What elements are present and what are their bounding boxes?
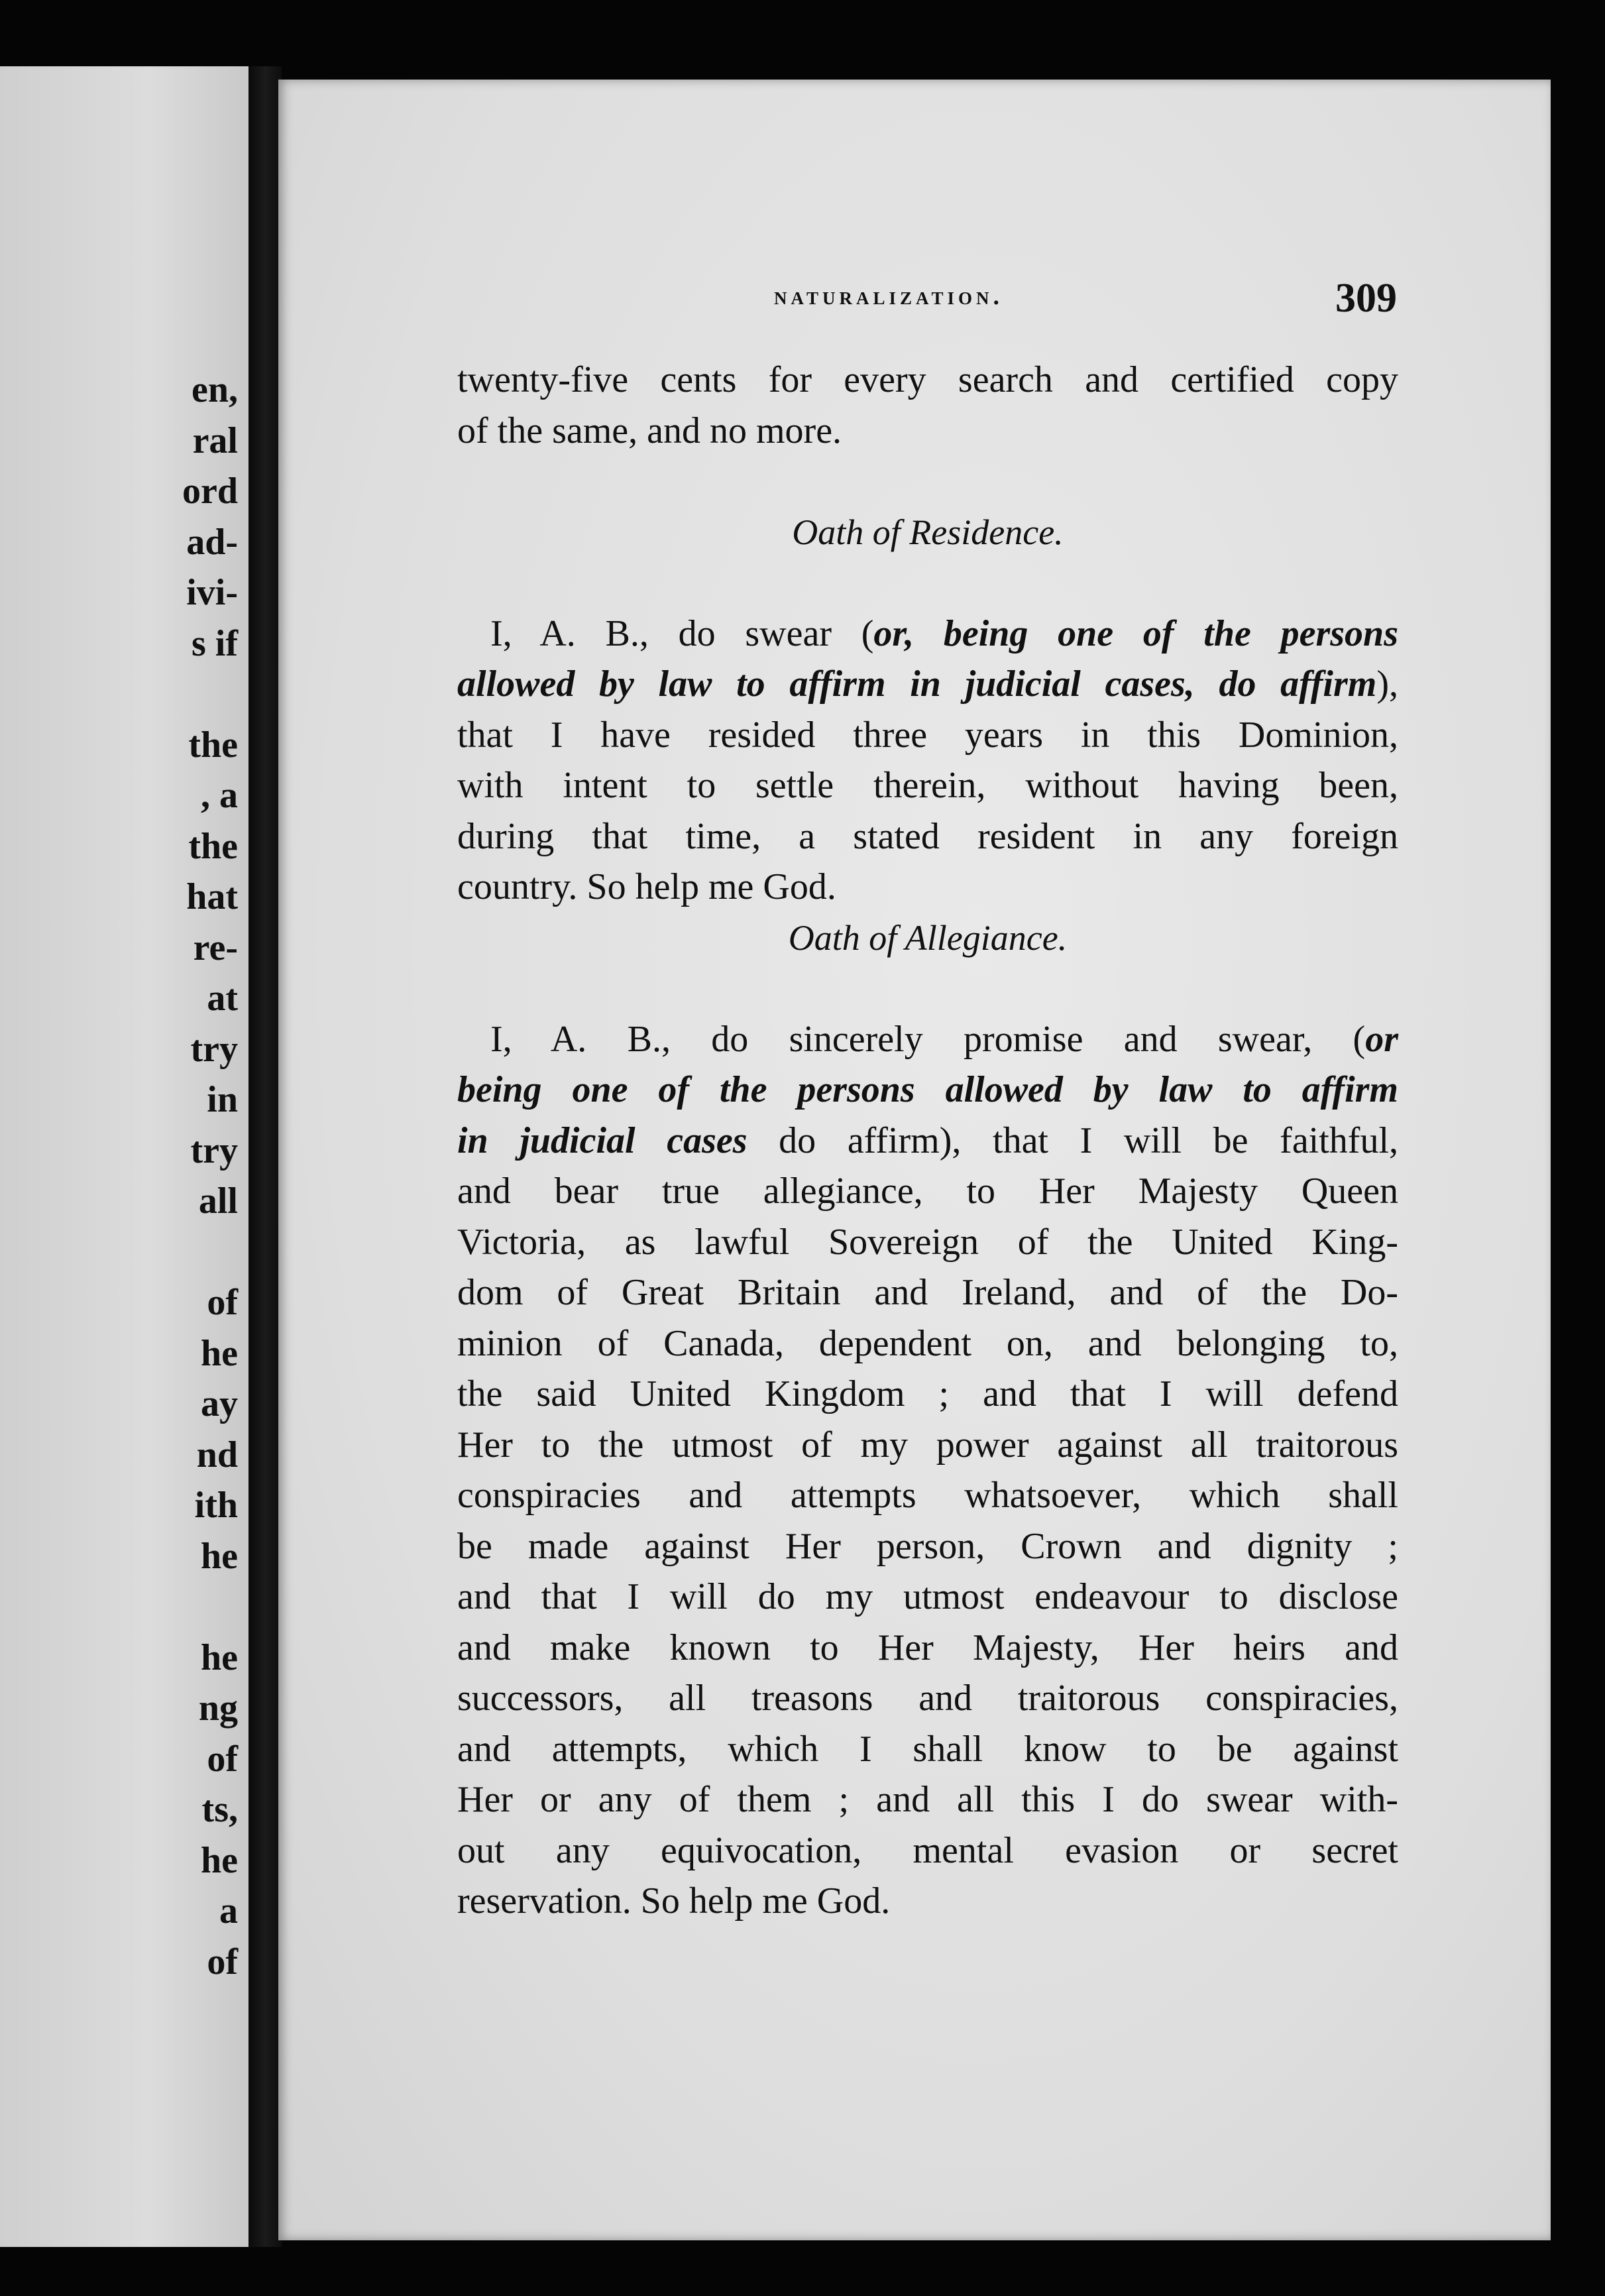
italic-span: or (1365, 1018, 1398, 1060)
text-span: I, A. B., do sincerely promise and swear, ( (490, 1018, 1366, 1060)
line-fragment: he (201, 1332, 238, 1374)
text-line: and attempts, which I shall know to be against (457, 1728, 1398, 1770)
previous-page-fragment (0, 66, 249, 2247)
italic-span: being one of the persons allowed by law to affirm (457, 1069, 1398, 1110)
line-fragment: try (190, 1028, 238, 1070)
text-line: of the same, and no more. (457, 410, 842, 451)
line-fragment: at (207, 978, 238, 1019)
text-line: Her to the utmost of my power against all traitorous (457, 1424, 1398, 1465)
line-fragment: re- (193, 927, 238, 968)
text-line: Her or any of them ; and all this I do swear with- (457, 1779, 1398, 1820)
line-fragment: hat (186, 876, 238, 917)
heading-oath-of-residence: Oath of Residence. (792, 512, 1064, 552)
line-fragment: the (188, 825, 238, 867)
text-line: Victoria, as lawful Sovereign of the United King- (457, 1221, 1398, 1263)
line-fragment: the (188, 724, 238, 766)
line-fragment: try (190, 1129, 238, 1171)
line-fragment: ts, (201, 1789, 238, 1830)
line-fragment: ad- (186, 521, 238, 563)
line-fragment: he (201, 1839, 238, 1881)
text-line: country. So help me God. (457, 866, 836, 907)
line-fragment (182, 1581, 238, 1633)
line-fragment: s if (192, 622, 238, 664)
heading-oath-of-allegiance: Oath of Allegiance. (788, 917, 1068, 958)
line-fragment: all (198, 1180, 238, 1222)
text-line (457, 1014, 1398, 1065)
line-fragment: of (207, 1738, 238, 1780)
line-fragment: he (201, 1535, 238, 1577)
text-span: ), (1376, 663, 1398, 705)
line-fragment: ay (201, 1383, 238, 1424)
page-number: 309 (1335, 276, 1397, 321)
text-line: and make known to Her Majesty, Her heirs and (457, 1627, 1398, 1668)
text-line: minion of Canada, dependent on, and belonging to, (457, 1322, 1398, 1364)
text-line: dom of Great Britain and Ireland, and of the Do- (457, 1272, 1398, 1313)
running-title: naturalization. (774, 282, 1004, 310)
line-fragment: he (201, 1636, 238, 1678)
italic-span: or, being one of the persons (873, 612, 1398, 654)
line-fragment: ith (194, 1485, 238, 1526)
line-fragment: of (207, 1282, 238, 1323)
line-fragment: en, (192, 369, 238, 410)
text-line: conspiracies and attempts whatsoever, which shall (457, 1475, 1398, 1516)
line-fragment (182, 669, 238, 720)
line-fragment: of (207, 1941, 238, 1982)
line-fragment: nd (196, 1434, 238, 1475)
oath-of-allegiance-paragraph (457, 1014, 1398, 1927)
text-line: out any equivocation, mental evasion or secret (457, 1829, 1398, 1871)
intro-paragraph (457, 355, 1398, 456)
line-fragment: ng (198, 1688, 238, 1729)
line-fragment: ral (192, 420, 238, 461)
italic-span: allowed by law to affirm in judicial cases, do affirm (457, 663, 1377, 705)
text-line (457, 659, 1398, 710)
text-line: and bear true allegiance, to Her Majesty Queen (457, 1171, 1398, 1212)
text-line: the said United Kingdom ; and that I will defend (457, 1373, 1398, 1414)
text-line (457, 608, 1398, 660)
text-line: that I have resided three years in this Dominion, (457, 714, 1398, 756)
italic-span: in judicial cases (457, 1119, 747, 1161)
text-line (457, 1116, 1398, 1167)
text-line: and that I will do my utmost endeavour to disclose (457, 1576, 1398, 1617)
text-line: during that time, a stated resident in any foreign (457, 815, 1398, 857)
text-line: twenty-five cents for every search and certified copy (457, 359, 1398, 400)
line-fragment: , a (201, 775, 238, 816)
previous-page-line-endings (182, 365, 238, 1987)
line-fragment: ord (182, 471, 238, 512)
book-gutter (249, 66, 282, 2247)
line-fragment: ivi- (186, 572, 238, 613)
line-fragment: in (207, 1079, 238, 1120)
running-head (774, 275, 1397, 328)
text-line: with intent to settle therein, without having been, (457, 765, 1398, 806)
page-body (457, 355, 1398, 1927)
line-fragment (182, 1227, 238, 1278)
line-fragment: a (219, 1890, 238, 1931)
text-span: I, A. B., do swear ( (490, 612, 874, 654)
text-line: be made against Her person, Crown and dignity ; (457, 1525, 1398, 1567)
text-span: do affirm), that I will be faithful, (747, 1119, 1399, 1161)
oath-of-residence-paragraph (457, 608, 1398, 913)
text-line: reservation. So help me God. (457, 1880, 891, 1922)
book-page (278, 80, 1551, 2240)
text-line (457, 1064, 1398, 1116)
text-line: successors, all treasons and traitorous conspiracies, (457, 1678, 1398, 1719)
